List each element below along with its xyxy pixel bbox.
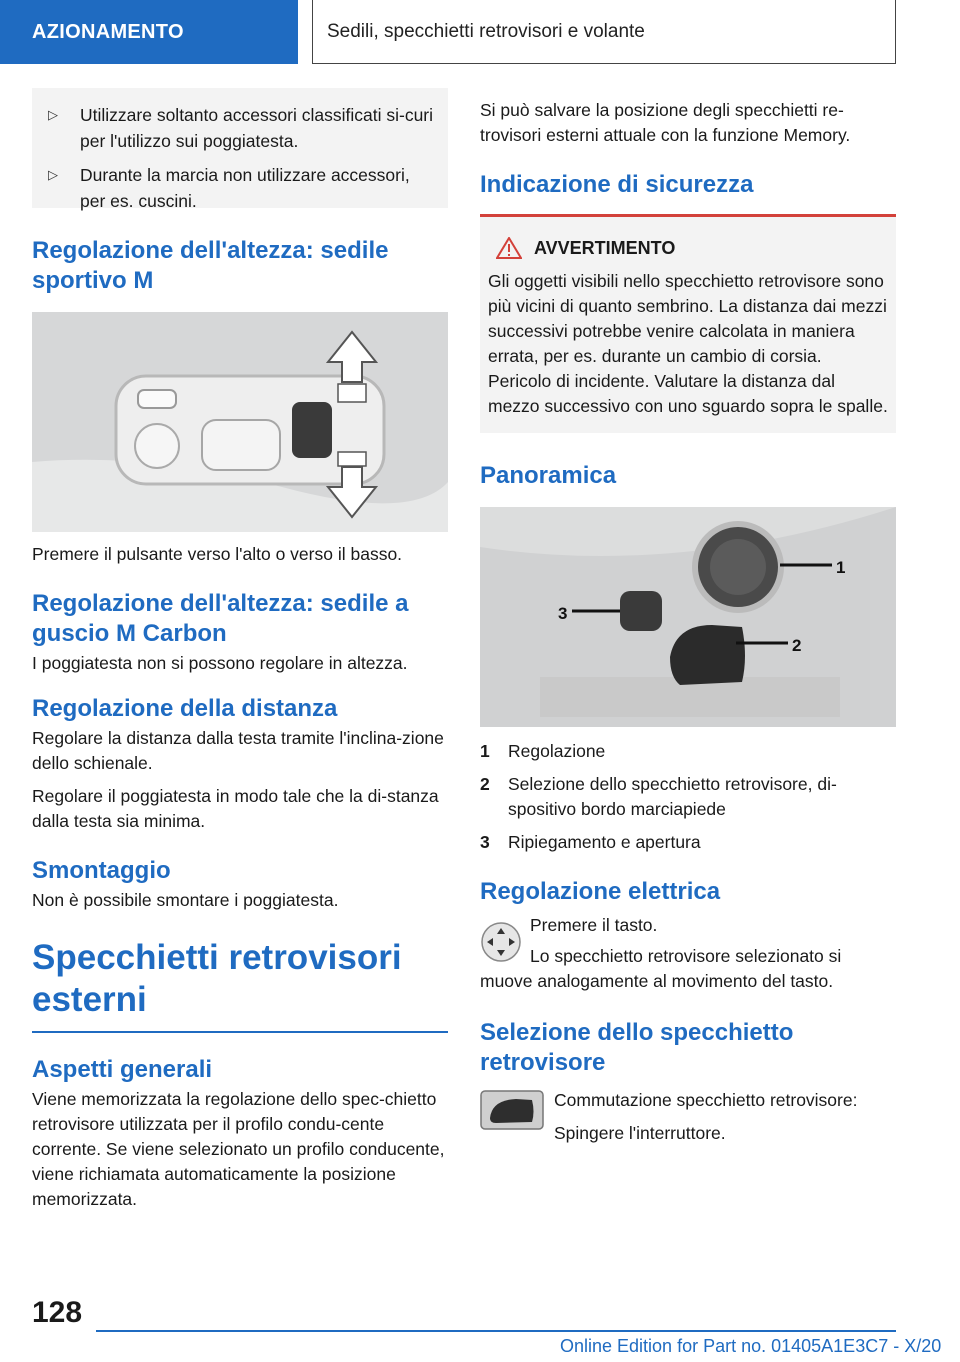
tip-box — [32, 88, 448, 211]
carbon-seat-text: I poggiatesta non si possono regolare in altezza. — [32, 653, 408, 673]
callout-2: 2 — [792, 636, 802, 655]
electric-text-1: Premere il tasto. — [530, 915, 658, 935]
legend-number: 3 — [480, 832, 490, 852]
heading-mirror-selection: Selezione dello specchietto retrovisore — [480, 1019, 794, 1076]
electric-text-2: Lo specchietto retrovisore selezionato si muove analogamente al movimento del tasto. — [480, 946, 842, 991]
tip-item — [42, 158, 438, 218]
tip-text: Utilizzare soltanto accessori classificati si-curi per l'utilizzo sui poggiatesta. — [80, 105, 434, 151]
header-chapter-box — [312, 0, 896, 64]
legend-text: Regolazione — [508, 741, 606, 761]
four-way-button-icon — [480, 921, 522, 963]
selection-text-2: Spingere l'interruttore. — [554, 1123, 726, 1143]
distance-text-1: Regolare la distanza dalla testa tramite l'inclina-zione dello schienale. — [32, 728, 444, 773]
overview-legend — [480, 739, 896, 855]
heading-height-carbon-seat: Regolazione dell'altezza: sedile a guscio M Carbon — [32, 590, 409, 647]
warning-box — [480, 217, 896, 433]
left-column — [32, 88, 448, 1212]
selection-text-1: Commutazione specchietto retrovisore: — [554, 1090, 858, 1110]
legend-item — [480, 739, 896, 764]
sport-seat-switch-photo — [32, 312, 448, 532]
heading-overview: Panoramica — [480, 462, 617, 489]
page-number: 128 — [32, 1296, 83, 1329]
mirror-selector-switch-icon — [480, 1090, 544, 1130]
warning-header — [496, 237, 888, 259]
selection-block — [480, 1088, 896, 1146]
mirror-controls-photo — [480, 507, 896, 727]
heading-electric: Regolazione elettrica — [480, 878, 721, 905]
header-section-tab — [0, 0, 298, 64]
callout-1: 1 — [836, 558, 846, 577]
heading-removal: Smontaggio — [32, 857, 171, 884]
triangle-bullet-icon: ▷ — [48, 107, 58, 122]
right-column — [480, 88, 896, 1146]
edition-text: Online Edition for Part no. 01405A1E3C7 - X/20 — [560, 1336, 942, 1356]
heading-general: Aspetti generali — [32, 1056, 213, 1083]
section-title: AZIONAMENTO — [32, 20, 184, 43]
memory-text: Si può salvare la posizione degli specchietti re-trovisori esterni attuale con la funzione Memory. — [480, 100, 851, 145]
footer-rule — [96, 1330, 896, 1332]
heading-exterior-mirrors: Specchietti retrovisori esterni — [32, 938, 402, 1019]
sport-seat-caption: Premere il pulsante verso l'alto o verso il basso. — [32, 544, 403, 564]
tip-item — [42, 98, 438, 158]
tip-text: Durante la marcia non utilizzare accessori, per es. cuscini. — [80, 165, 410, 211]
heading-safety: Indicazione di sicurezza — [480, 171, 754, 198]
mirror-controls-illustration — [480, 507, 896, 727]
heading-height-sport-seat: Regolazione dell'altezza: sedile sportivo M — [32, 237, 389, 294]
legend-text: Selezione dello specchietto retrovisore, di-spositivo bordo marciapiede — [508, 774, 837, 819]
removal-text: Non è possibile smontare i poggiatesta. — [32, 890, 339, 910]
warning-triangle-icon — [496, 237, 522, 259]
section-rule — [32, 1031, 448, 1033]
distance-text-2: Regolare il poggiatesta in modo tale che la di-stanza dalla testa sia minima. — [32, 786, 439, 831]
heading-distance: Regolazione della distanza — [32, 695, 338, 722]
warning-text: Gli oggetti visibili nello specchietto retrovisore sono più vicini di quanto sembrino. La distanza dai mezzi successivi potrebbe venire calcolata in maniera errata, per es. durante un cambio di corsia. Pericolo di incidente. Valutare la distanza dal mezzo successivo con uno sguardo sopra le spalle. — [488, 271, 888, 416]
legend-item — [480, 772, 896, 822]
electric-block — [480, 913, 896, 994]
legend-item — [480, 830, 896, 855]
legend-number: 2 — [480, 774, 490, 794]
legend-text: Ripiegamento e apertura — [508, 832, 701, 852]
callout-3: 3 — [558, 604, 568, 623]
warning-title: AVVERTIMENTO — [534, 237, 676, 258]
chapter-title: Sedili, specchietti retrovisori e volante — [327, 20, 645, 42]
triangle-bullet-icon: ▷ — [48, 167, 58, 182]
seat-switch-illustration — [32, 312, 448, 532]
legend-number: 1 — [480, 741, 490, 761]
general-text: Viene memorizzata la regolazione dello spec-chietto retrovisore utilizzata per il profilo condu-cente corrente. Se viene selezionato un profilo conducente, viene richiamata automaticamente la posizione memorizzata. — [32, 1089, 445, 1209]
